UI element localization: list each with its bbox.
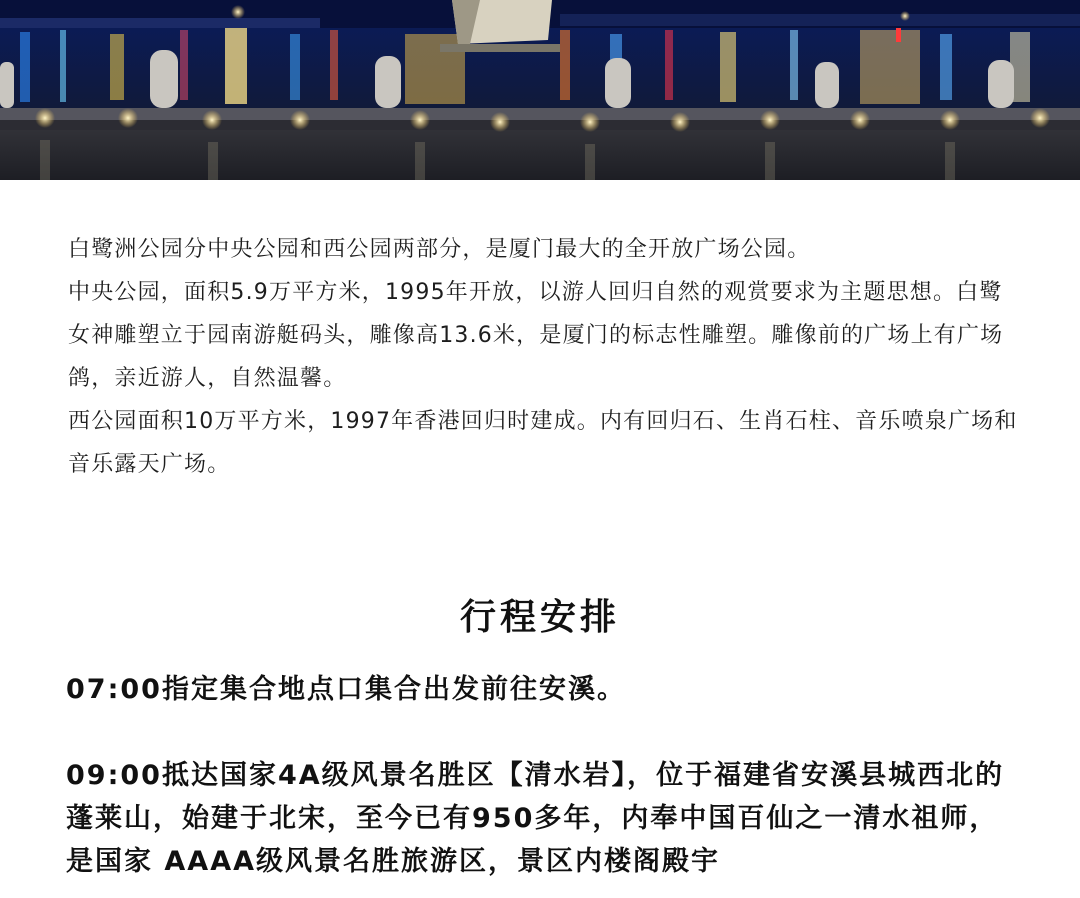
- itinerary-title: 行程安排: [459, 597, 620, 638]
- night-river-photo-icon: [0, 0, 1080, 180]
- park-intro: [68, 228, 1018, 486]
- itinerary-item: 07:00指定集合地点口集合出发前往安溪。: [66, 674, 626, 705]
- banner-photo: [0, 0, 1080, 180]
- itinerary-list: [66, 668, 1021, 883]
- intro-paragraph: 中央公园，面积5.9万平方米，1995年开放，以游人回归自然的观赏要求为主题思想。白鹭女神雕塑立于园南游艇码头，雕像高13.6米，是厦门的标志性雕塑。雕像前的广场上有广场鸽，亲近游人，自然温馨。: [68, 280, 1004, 391]
- intro-paragraph: 白鹭洲公园分中央公园和西公园两部分，是厦门最大的全开放广场公园。: [68, 237, 811, 262]
- itinerary-item: 09:00抵达国家4A级风景名胜区【清水岩】，位于福建省安溪县城西北的蓬莱山，始建于北宋，至今已有950多年，内奉中国百仙之一清水祖师，是国家 AAAA级风景名胜旅游区，景区内楼阁殿宇: [66, 760, 1005, 877]
- intro-paragraph: 西公园面积10万平方米，1997年香港回归时建成。内有回归石、生肖石柱、音乐喷泉广场和音乐露天广场。: [68, 409, 1018, 477]
